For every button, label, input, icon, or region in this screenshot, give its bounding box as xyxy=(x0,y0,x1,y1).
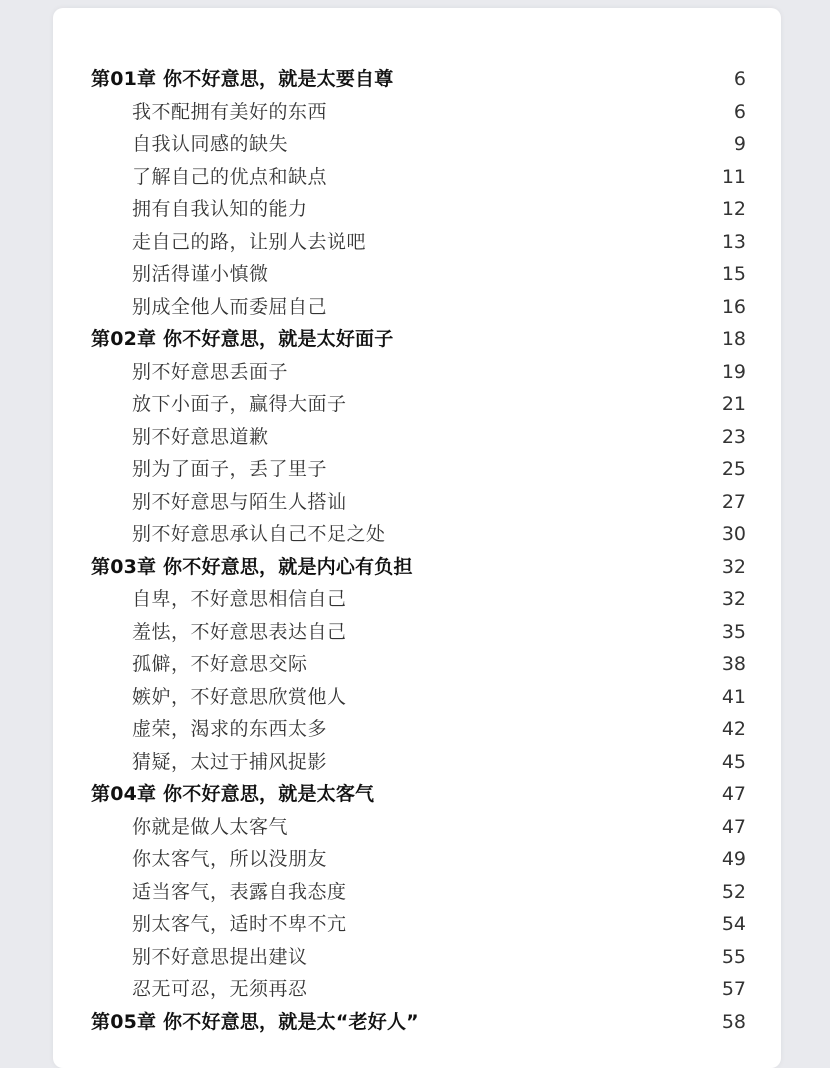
page-number: 6 xyxy=(733,68,746,90)
table-of-contents xyxy=(91,63,746,1038)
section-title: 孤僻，不好意思交际 xyxy=(132,653,308,675)
chapter-title: 第01章 你不好意思，就是太要自尊 xyxy=(91,68,394,90)
page-number: 41 xyxy=(721,685,746,708)
toc-section-entry[interactable] xyxy=(91,356,746,389)
toc-section-entry[interactable] xyxy=(91,616,746,649)
toc-section-entry[interactable] xyxy=(91,161,746,194)
page-number: 35 xyxy=(721,620,746,643)
section-title: 你就是做人太客气 xyxy=(132,815,289,838)
section-title: 适当客气，表露自我态度 xyxy=(132,880,347,903)
toc-section-entry[interactable] xyxy=(91,291,746,324)
page-number: 12 xyxy=(721,198,746,220)
page-number: 32 xyxy=(721,555,746,578)
page-number: 21 xyxy=(721,393,746,415)
toc-chapter-entry[interactable] xyxy=(91,778,746,811)
toc-chapter-entry[interactable] xyxy=(91,323,746,356)
toc-section-entry[interactable] xyxy=(91,226,746,259)
section-title: 别太客气，适时不卑不亢 xyxy=(132,913,347,935)
toc-section-entry[interactable] xyxy=(91,583,746,616)
page-number: 15 xyxy=(721,263,746,285)
toc-section-entry[interactable] xyxy=(91,96,746,129)
section-title: 你太客气，所以没朋友 xyxy=(132,848,328,870)
toc-section-entry[interactable] xyxy=(91,518,746,551)
toc-chapter-entry[interactable] xyxy=(91,551,746,584)
toc-section-entry[interactable] xyxy=(91,648,746,681)
section-title: 忍无可忍，无须再忍 xyxy=(132,978,308,1000)
page-number: 27 xyxy=(721,490,746,513)
page-number: 6 xyxy=(733,100,746,123)
toc-section-entry[interactable] xyxy=(91,128,746,161)
toc-section-entry[interactable] xyxy=(91,453,746,486)
toc-section-entry[interactable] xyxy=(91,843,746,876)
page-number: 30 xyxy=(721,523,746,545)
section-title: 虚荣，渴求的东西太多 xyxy=(132,718,328,740)
section-title: 我不配拥有美好的东西 xyxy=(132,100,328,123)
toc-section-entry[interactable] xyxy=(91,193,746,226)
section-title: 别为了面子，丢了里子 xyxy=(132,458,328,480)
page-number: 25 xyxy=(721,458,746,480)
section-title: 别成全他人而委屈自己 xyxy=(132,295,328,318)
page-number: 9 xyxy=(733,133,746,155)
page-number: 54 xyxy=(721,913,746,935)
toc-section-entry[interactable] xyxy=(91,811,746,844)
section-title: 自卑，不好意思相信自己 xyxy=(132,588,347,610)
page-number: 47 xyxy=(721,783,746,805)
page-number: 47 xyxy=(721,815,746,838)
page-number: 23 xyxy=(721,425,746,448)
section-title: 别不好意思与陌生人搭讪 xyxy=(132,490,347,513)
toc-section-entry[interactable] xyxy=(91,908,746,941)
page-number: 52 xyxy=(721,880,746,903)
chapter-title: 第02章 你不好意思，就是太好面子 xyxy=(91,328,394,350)
section-title: 别活得谨小慎微 xyxy=(132,263,269,285)
section-title: 嫉妒，不好意思欣赏他人 xyxy=(132,685,347,708)
section-title: 放下小面子，赢得大面子 xyxy=(132,393,347,415)
page-number: 16 xyxy=(721,295,746,318)
page-number: 13 xyxy=(721,230,746,253)
page-number: 58 xyxy=(721,1010,746,1033)
section-title: 别不好意思道歉 xyxy=(132,425,269,448)
page-number: 32 xyxy=(721,588,746,610)
toc-section-entry[interactable] xyxy=(91,421,746,454)
chapter-title: 第05章 你不好意思，就是太“老好人” xyxy=(91,1010,419,1033)
section-title: 别不好意思提出建议 xyxy=(132,945,308,968)
page-number: 11 xyxy=(721,165,746,188)
toc-section-entry[interactable] xyxy=(91,486,746,519)
toc-chapter-entry[interactable] xyxy=(91,1006,746,1039)
page-number: 38 xyxy=(721,653,746,675)
page-number: 18 xyxy=(721,328,746,350)
section-title: 了解自己的优点和缺点 xyxy=(132,165,328,188)
page-number: 55 xyxy=(721,945,746,968)
toc-section-entry[interactable] xyxy=(91,681,746,714)
page-number: 19 xyxy=(721,360,746,383)
page-number: 49 xyxy=(721,848,746,870)
toc-chapter-entry[interactable] xyxy=(91,63,746,96)
toc-section-entry[interactable] xyxy=(91,941,746,974)
page-number: 57 xyxy=(721,978,746,1000)
section-title: 走自己的路，让别人去说吧 xyxy=(132,230,367,253)
toc-section-entry[interactable] xyxy=(91,973,746,1006)
section-title: 拥有自我认知的能力 xyxy=(132,198,308,220)
toc-section-entry[interactable] xyxy=(91,713,746,746)
chapter-title: 第04章 你不好意思，就是太客气 xyxy=(91,783,375,805)
toc-section-entry[interactable] xyxy=(91,258,746,291)
chapter-title: 第03章 你不好意思，就是内心有负担 xyxy=(91,555,413,578)
section-title: 自我认同感的缺失 xyxy=(132,133,289,155)
toc-section-entry[interactable] xyxy=(91,746,746,779)
section-title: 别不好意思丢面子 xyxy=(132,360,289,383)
page-number: 42 xyxy=(721,718,746,740)
section-title: 羞怯，不好意思表达自己 xyxy=(132,620,347,643)
section-title: 猜疑，太过于捕风捉影 xyxy=(132,750,328,773)
section-title: 别不好意思承认自己不足之处 xyxy=(132,523,386,545)
toc-section-entry[interactable] xyxy=(91,388,746,421)
toc-section-entry[interactable] xyxy=(91,876,746,909)
page-number: 45 xyxy=(721,750,746,773)
